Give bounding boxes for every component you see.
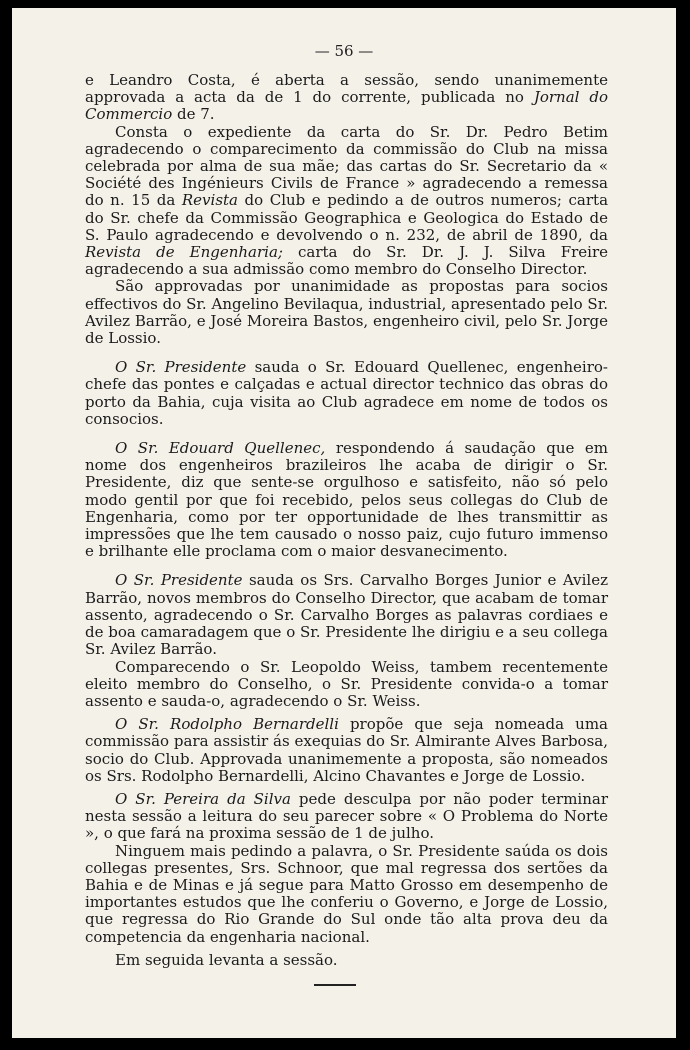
paragraph-7: Comparecendo o Sr. Leopoldo Weiss, tambem recentemente eleito membro do Conselho, o Sr. Presidente convida-o a tomar assento e sauda-o, agradecendo o Sr. Weiss. [85,657,608,710]
paragraph-9: O Sr. Pereira da Silva pede desculpa por não poder terminar nesta sessão a leitura do seu parecer sobre « O Problema do Norte », o que fará na proxima sessão de 1 de julho. [85,789,608,843]
body-text [85,72,608,969]
paragraph-3: São approvadas por unanimidade as propostas para socios effectivos do Sr. Angelino Bevilaqua, industrial, apresentado pelo Sr. Avilez Barrão, e José Moreira Bastos, engenheiro civil, pelo Sr. Jorge de Lossio. [85,277,608,348]
page-number: — 56 — [314,42,374,60]
paragraph-8: O Sr. Rodolpho Bernardelli propõe que seja nomeada uma commissão para assistir ás exequias do Sr. Almirante Alves Barbosa, socio do Club. Approvada unanimemente a proposta, são nomeados os Srs. Rodolpho Bernardelli, Alcino Chavantes e Jorge de Lossio. [85,715,608,785]
paragraph-10: Ninguem mais pedindo a palavra, o Sr. Presidente saúda os dois collegas presentes, Srs. Schnoor, que mal regressa dos sertões da Bahia e de Minas e já segue para Matto Grosso em desempenho de importantes estudos que lhe conferiu o Governo, e Jorge de Lossio, que regressa do Rio Grande do Sul onde tão alta prova deu da competencia da engenharia nacional. [85,841,608,946]
closing-rule [314,984,356,986]
document-page [12,8,676,1038]
paragraph-2: Consta o expediente da carta do Sr. Dr. Pedro Betim agradecendo o comparecimento da commissão do Club na missa celebrada por alma de sua mãe; das cartas do Sr. Secretario da « Société des Ingénieurs Civils de France » agradecendo a remessa do n. 15 da Revista do Club e pedindo a de outros numeros; carta do Sr. chefe da Commissão Geographica e Geologica do Estado de S. Paulo agradecendo e devolvendo o n. 232, de abril de 1890, da Revista de Engenharia; carta do Sr. Dr. J. J. Silva Freire agradecendo a sua admissão como membro do Conselho Director. [85,122,609,279]
paragraph-1: e Leandro Costa, é aberta a sessão, sendo unanimemente approvada a acta da de 1 do corrente, publicada no Jornal do Commercio de 7. [85,71,608,124]
paragraph-11: Em seguida levanta a sessão. [115,950,338,969]
paragraph-6: O Sr. Presidente sauda os Srs. Carvalho Borges Junior e Avilez Barrão, novos membros do Conselho Director, que acabam de tomar assento, agradecendo o Sr. Carvalho Borges as palavras cordiaes e de boa camaradagem que o Sr. Presidente lhe dirigiu e a seu collega Sr. Avilez Barrão. [85,571,608,659]
paragraph-4: O Sr. Presidente sauda o Sr. Edouard Quellenec, engenheiro-chefe das pontes e calçadas e actual director technico das obras do porto da Bahia, cuja visita ao Club agradece em nome de todos os consocios. [85,358,608,428]
paragraph-5: O Sr. Edouard Quellenec, respondendo á saudação que em nome dos engenheiros brazileiros lhe acaba de dirigir o Sr. Presidente, diz que sente-se orgulhoso e satisfeito, não só pelo modo gentil por que foi recebido, pelos seus collegas do Club de Engenharia, como por ter opportunidade de lhes transmittir as impressões que lhe tem causado o nosso paiz, cujo futuro immenso e brilhante elle proclama com o maior desvanecimento. [85,439,609,561]
